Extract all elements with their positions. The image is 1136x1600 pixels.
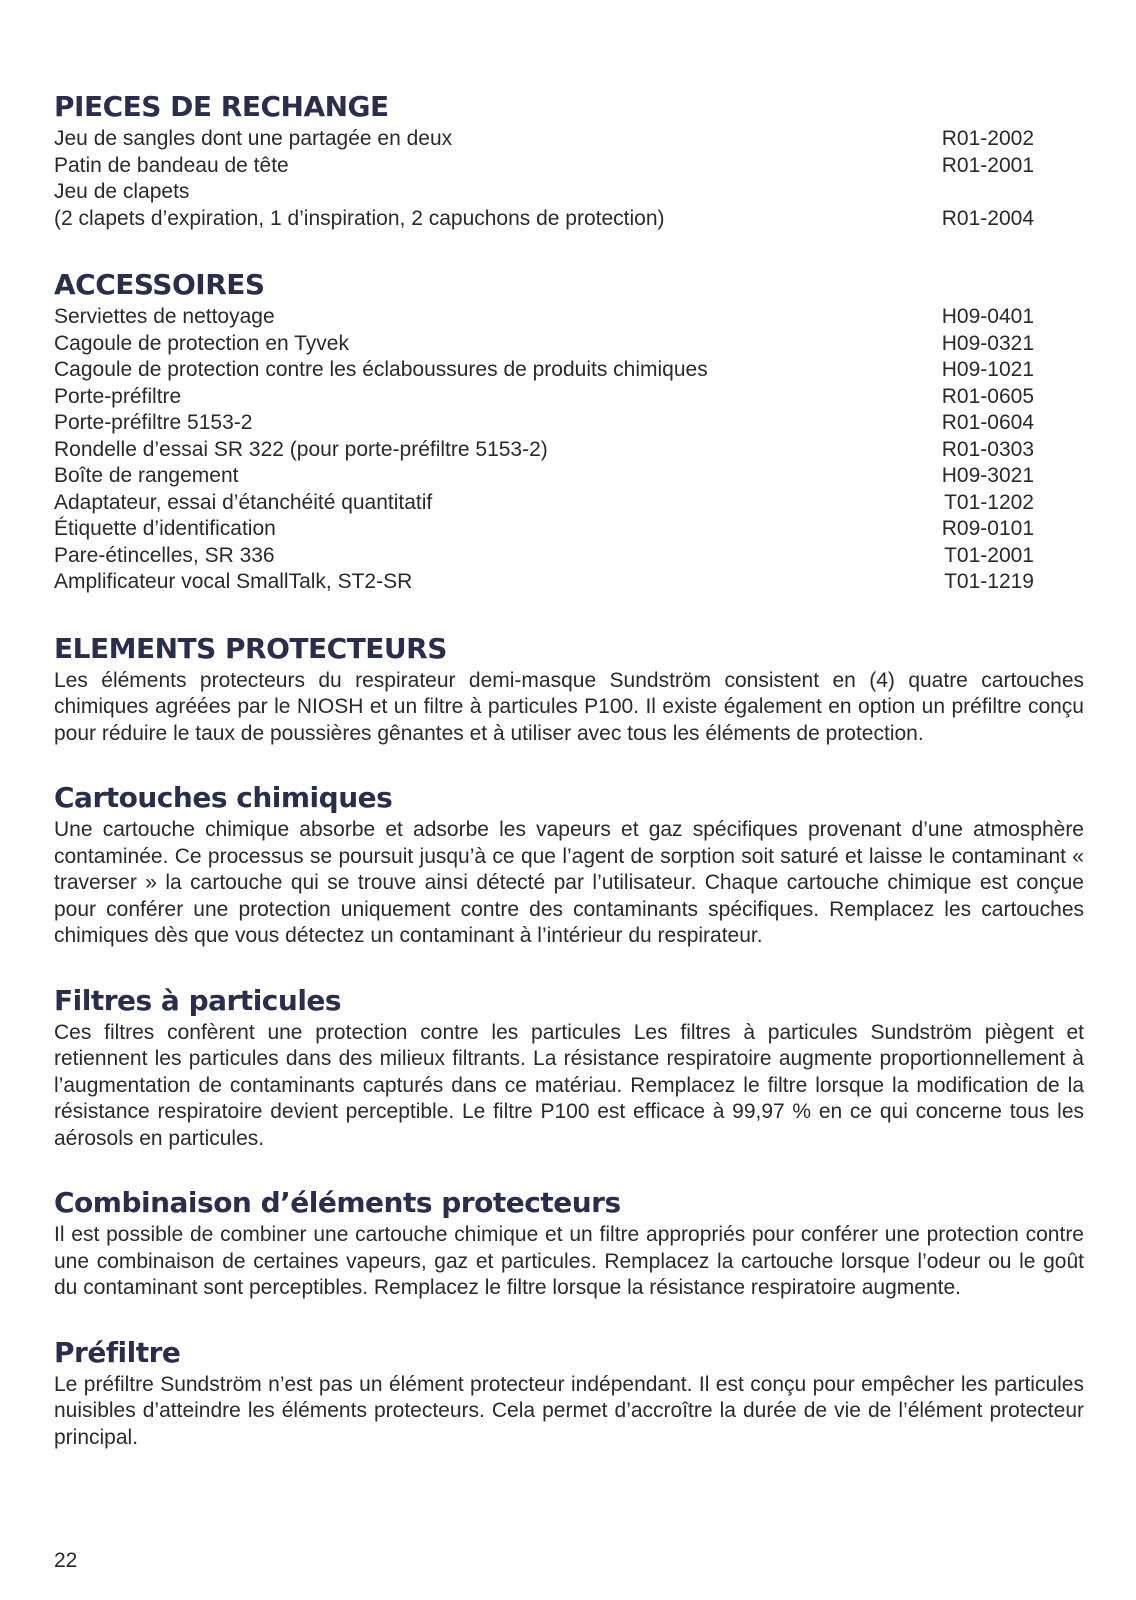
accessory-row — [54, 410, 1034, 437]
accessory-code: H09-0321 — [941, 331, 1034, 355]
spare-parts-heading: PIECES DE RECHANGE — [54, 90, 389, 123]
accessory-label: Cagoule de protection en Tyvek — [54, 331, 349, 355]
accessory-code: T01-1202 — [944, 490, 1034, 514]
chemical-cartridges-text: Une cartouche chimique absorbe et adsorbe les vapeurs et gaz spécifiques provenant d’une atmosphère contaminée. Ce processus se poursuit jusqu’à ce que l’agent de sorption soit saturé et laisse le contaminant « traverser » la cartouche qui se trouve ainsi détecté par l’utilisateur. Chaque cartouche chimique est conçue pour conférer une protection uniquement contre des contaminants spécifiques. Remplacez les cartouches chimiques dès que vous détectez un contaminant à l’intérieur du respirateur. — [54, 818, 1084, 947]
accessory-code: H09-0401 — [941, 305, 1034, 328]
accessory-label: Cagoule de protection contre les éclaboussures de produits chimiques — [54, 358, 708, 381]
accessory-label: Étiquette d’identification — [54, 517, 276, 540]
accessory-row — [54, 331, 1034, 358]
accessory-row — [54, 490, 1034, 517]
page-number: 22 — [54, 1549, 78, 1572]
spare-parts-list — [54, 126, 1034, 232]
accessory-label: Rondelle d’essai SR 322 (pour porte-préfiltre 5153-2) — [54, 437, 548, 461]
accessory-code: R01-0605 — [941, 384, 1034, 408]
accessory-row — [54, 357, 1034, 384]
spare-part-label: Patin de bandeau de tête — [54, 153, 289, 177]
accessory-code: T01-1219 — [944, 570, 1034, 593]
spare-part-label: Jeu de clapets — [54, 180, 190, 203]
accessory-label: Serviettes de nettoyage — [54, 305, 275, 328]
spare-part-code: R01-2001 — [941, 153, 1034, 177]
accessory-code: R01-0604 — [941, 411, 1034, 434]
spare-part-label: Jeu de sangles dont une partagée en deux — [54, 127, 453, 150]
accessory-row — [54, 304, 1034, 331]
prefilter-heading: Préfiltre — [54, 1335, 181, 1369]
document-page — [54, 88, 1084, 1483]
accessory-row — [54, 437, 1034, 464]
accessory-row — [54, 384, 1034, 411]
spare-part-code: R01-2004 — [941, 206, 1034, 230]
particle-filters-text: Ces filtres confèrent une protection contre les particules Les filtres à particules Sundström piègent et retiennent les particules dans des milieux filtrants. La résistance respiratoire augmente proportionnellement à l’augmentation de contaminants capturés dans ce matériau. Remplacez le filtre lorsque la modification de la résistance respiratoire devient perceptible. Le filtre P100 est efficace à 99,97 % en ce qui concerne tous les aérosols en particules. — [54, 1020, 1084, 1150]
combination-heading: Combinaison d’éléments protecteurs — [54, 1186, 621, 1219]
accessory-label: Boîte de rangement — [54, 464, 239, 487]
accessories-heading: ACCESSOIRES — [54, 268, 265, 301]
chemical-cartridges-heading: Cartouches chimiques — [54, 781, 393, 814]
accessory-code: R01-0303 — [941, 437, 1034, 461]
combination-text: Il est possible de combiner une cartouche chimique et un filtre appropriés pour conférer une protection contre une combinaison de certaines vapeurs, gaz et particules. Remplacez la cartouche lorsque l’odeur ou le goût du contaminant sont perceptibles. Remplacez le filtre lorsque la résistance respiratoire augmente. — [54, 1223, 1084, 1299]
accessory-code: H09-3021 — [941, 464, 1034, 487]
accessory-row — [54, 516, 1034, 543]
accessory-label: Pare-étincelles, SR 336 — [54, 543, 275, 567]
protective-elements-text: Les éléments protecteurs du respirateur demi-masque Sundström consistent en (4) quatre cartouches chimiques agréées par le NIOSH et un filtre à particules P100. Il existe également en option un préfiltre conçu pour réduire le taux de poussières gênantes et à utiliser avec tous les éléments de protection. — [54, 668, 1084, 745]
accessory-row — [54, 463, 1034, 490]
spare-part-row — [54, 179, 1034, 206]
spare-part-row — [54, 153, 1034, 180]
particle-filters-heading: Filtres à particules — [54, 983, 342, 1017]
accessory-code: T01-2001 — [944, 543, 1034, 567]
accessory-label: Porte-préfiltre — [54, 384, 182, 408]
accessory-code: R09-0101 — [941, 517, 1034, 540]
accessories-list — [54, 304, 1034, 596]
prefilter-text: Le préfiltre Sundström n’est pas un élément protecteur indépendant. Il est conçu pour empêcher les particules nuisibles d’atteindre les éléments protecteurs. Cela permet d’accroître la durée de vie de l’élément protecteur principal. — [54, 1372, 1084, 1449]
accessory-row — [54, 543, 1034, 570]
spare-part-row — [54, 206, 1034, 233]
accessory-row — [54, 569, 1034, 596]
spare-part-code: R01-2002 — [941, 127, 1034, 150]
accessory-label: Adaptateur, essai d’étanchéité quantitatif — [54, 490, 433, 514]
accessory-code: H09-1021 — [941, 358, 1034, 381]
accessory-label: Porte-préfiltre 5153-2 — [54, 411, 253, 434]
spare-part-label: (2 clapets d’expiration, 1 d’inspiration, 2 capuchons de protection) — [54, 206, 665, 230]
spare-part-row — [54, 126, 1034, 153]
accessory-label: Amplificateur vocal SmallTalk, ST2-SR — [54, 570, 413, 593]
protective-elements-heading: ELEMENTS PROTECTEURS — [54, 631, 447, 665]
